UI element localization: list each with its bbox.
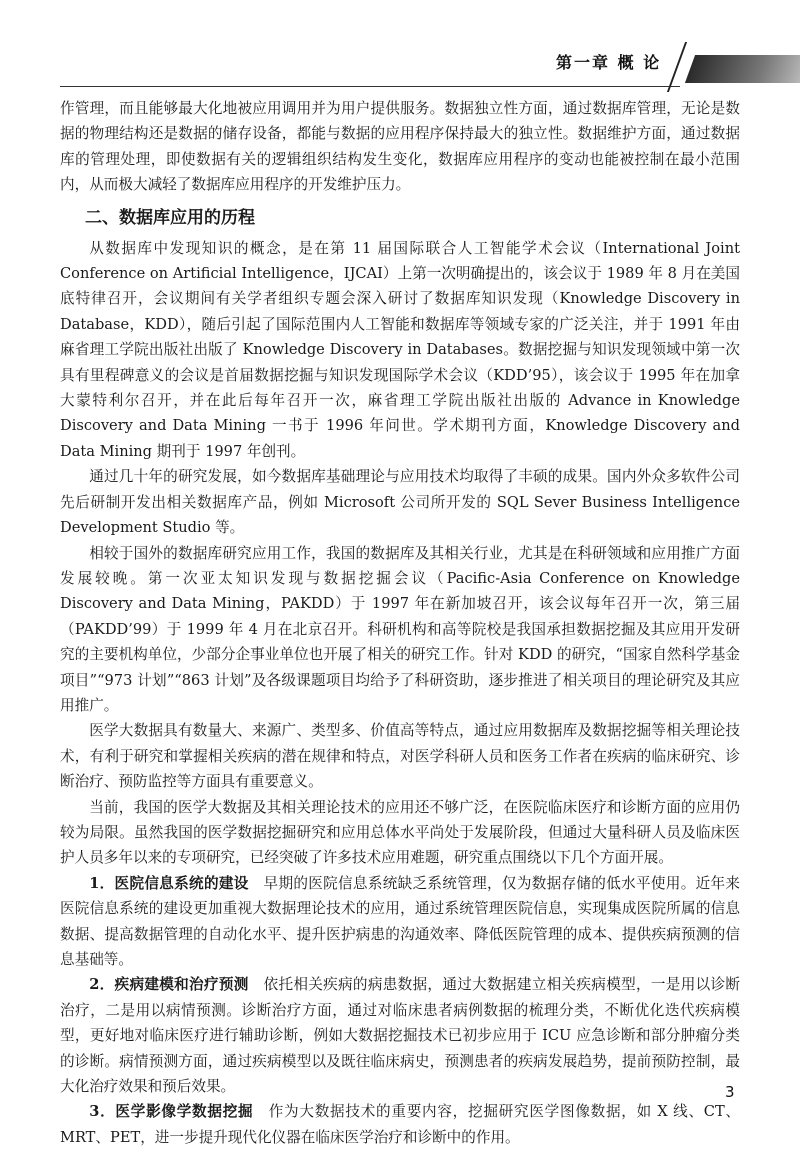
list-item-text: 依托相关疾病的病患数据，通过大数据建立相关疾病模型，一是用以诊断治疗，二是用以病情预测。诊断治疗方面，通过对临床患者病例数据的梳理分类，不断优化迭代疾病模型，更好地对临床医疗进行辅助诊断，例如大数据挖掘技术已初步应用于 ICU 应急诊断和部分肿瘤分类的诊断。病情预测方面，通过疾病模型以及既往临床病史，预测患者的疾病发展趋势，提前预防控制，最大化治疗效果和预后效果。 — [60, 976, 740, 1096]
list-item-text: 早期的医院信息系统缺乏系统管理，仅为数据存储的低水平使用。近年来医院信息系统的建设更加重视大数据理论技术的应用，通过系统管理医院信息，实现集成医院所属的信息数据、提高数据管理的自动化水平、提升医护病患的沟通效率、降低医院管理的成本、提供疾病预测的信息基础等。 — [60, 874, 740, 968]
list-item-heading: 3．医学影像学数据挖掘 — [89, 1103, 254, 1121]
paragraph: 从数据库中发现知识的概念，是在第 11 届国际联合人工智能学术会议（International Joint Conference on Artificial Intelligence，IJCAI）上第一次明确提出的，该会议于 1989 年 8 月在美国底特律召开，会议期间有关学者组织专题会深入研讨了数据库知识发现（Knowledge Discovery in Database，KDD），随后引起了国际范围内人工智能和数据库等领域专家的广泛关注，并于 1991 年由麻省理工学院出版社出版了 Knowledge Discovery in Databases。数据挖掘与知识发现领域中第一次具有里程碑意义的会议是首届数据挖掘与知识发现国际学术会议（KDD’95），该会议于 1995 年在加拿大蒙特利尔召开，并在此后每年召开一次，麻省理工学院出版社出版的 Advance in Knowledge Discovery and Data Mining 一书于 1996 年问世。学术期刊方面，Knowledge Discovery and Data Mining 期刊于 1997 年创刊。 — [60, 239, 740, 460]
page-number: 3 — [725, 1083, 735, 1101]
list-item-medical-imaging-mining — [60, 1099, 740, 1150]
list-item-text: 作为大数据技术的重要内容，挖掘研究医学图像数据，如 X 线、CT、MRT、PET，进一步提升现代化仪器在临床医学治疗和诊断中的作用。 — [60, 1103, 741, 1146]
header-slash-decoration — [667, 42, 687, 92]
header-gradient-bar — [685, 55, 800, 83]
paragraph: 通过几十年的研究发展，如今数据库基础理论与应用技术均取得了丰硕的成果。国内外众多软件公司先后研制开发出相关数据库产品，例如 Microsoft 公司所开发的 SQL Sever Business Intelligence Development Studio 等。 — [60, 468, 740, 537]
list-item-disease-modeling — [60, 972, 740, 1099]
list-item-heading: 2．疾病建模和治疗预测 — [89, 976, 249, 994]
section-heading: 二、数据库应用的历程 — [85, 207, 255, 228]
chapter-label: 第一章 概 论 — [556, 53, 662, 72]
paragraph-continued: 作管理，而且能够最大化地被应用调用并为用户提供服务。数据独立性方面，通过数据库管理，无论是数据的物理结构还是数据的储存设备，都能与数据的应用程序保持最大的独立性。数据维护方面，通过数据库的管理处理，即使数据有关的逻辑组织结构发生变化，数据库应用程序的变动也能被控制在最小范围内，从而极大减轻了数据库应用程序的开发维护压力。 — [60, 100, 740, 194]
running-header — [0, 0, 800, 92]
paragraph: 当前，我国的医学大数据及其相关理论技术的应用还不够广泛，在医院临床医疗和诊断方面的应用仍较为局限。虽然我国的医学数据挖掘研究和应用总体水平尚处于发展阶段，但通过大量科研人员及临床医护人员多年以来的专项研究，已经突破了许多技术应用难题，研究重点围绕以下几个方面开展。 — [60, 798, 740, 867]
list-item-heading: 1．医院信息系统的建设 — [89, 874, 249, 892]
page-body — [60, 96, 740, 1150]
paragraph: 医学大数据具有数量大、来源广、类型多、价值高等特点，通过应用数据库及数据挖掘等相关理论技术，有利于研究和掌握相关疾病的潜在规律和特点，对医学科研人员和医务工作者在疾病的临床研究、诊断治疗、预防监控等方面具有重要意义。 — [60, 722, 740, 791]
header-rule — [60, 86, 680, 87]
list-item-hospital-information-system — [60, 871, 740, 973]
paragraph: 相较于国外的数据库研究应用工作，我国的数据库及其相关行业，尤其是在科研领域和应用推广方面发展较晚。第一次亚太知识发现与数据挖掘会议（Pacific-Asia Conference on Knowledge Discovery and Data Mining，PAKDD）于 1997 年在新加坡召开，该会议每年召开一次，第三届（PAKDD’99）于 1999 年 4 月在北京召开。科研机构和高等院校是我国承担数据挖掘及其应用开发研究的主要机构单位，少部分企事业单位也开展了相关的研究工作。针对 KDD 的研究，“国家自然科学基金项目”“973 计划”“863 计划”及各级课题项目均给予了科研资助，逐步推进了相关项目的理论研究及其应用推广。 — [60, 544, 740, 714]
